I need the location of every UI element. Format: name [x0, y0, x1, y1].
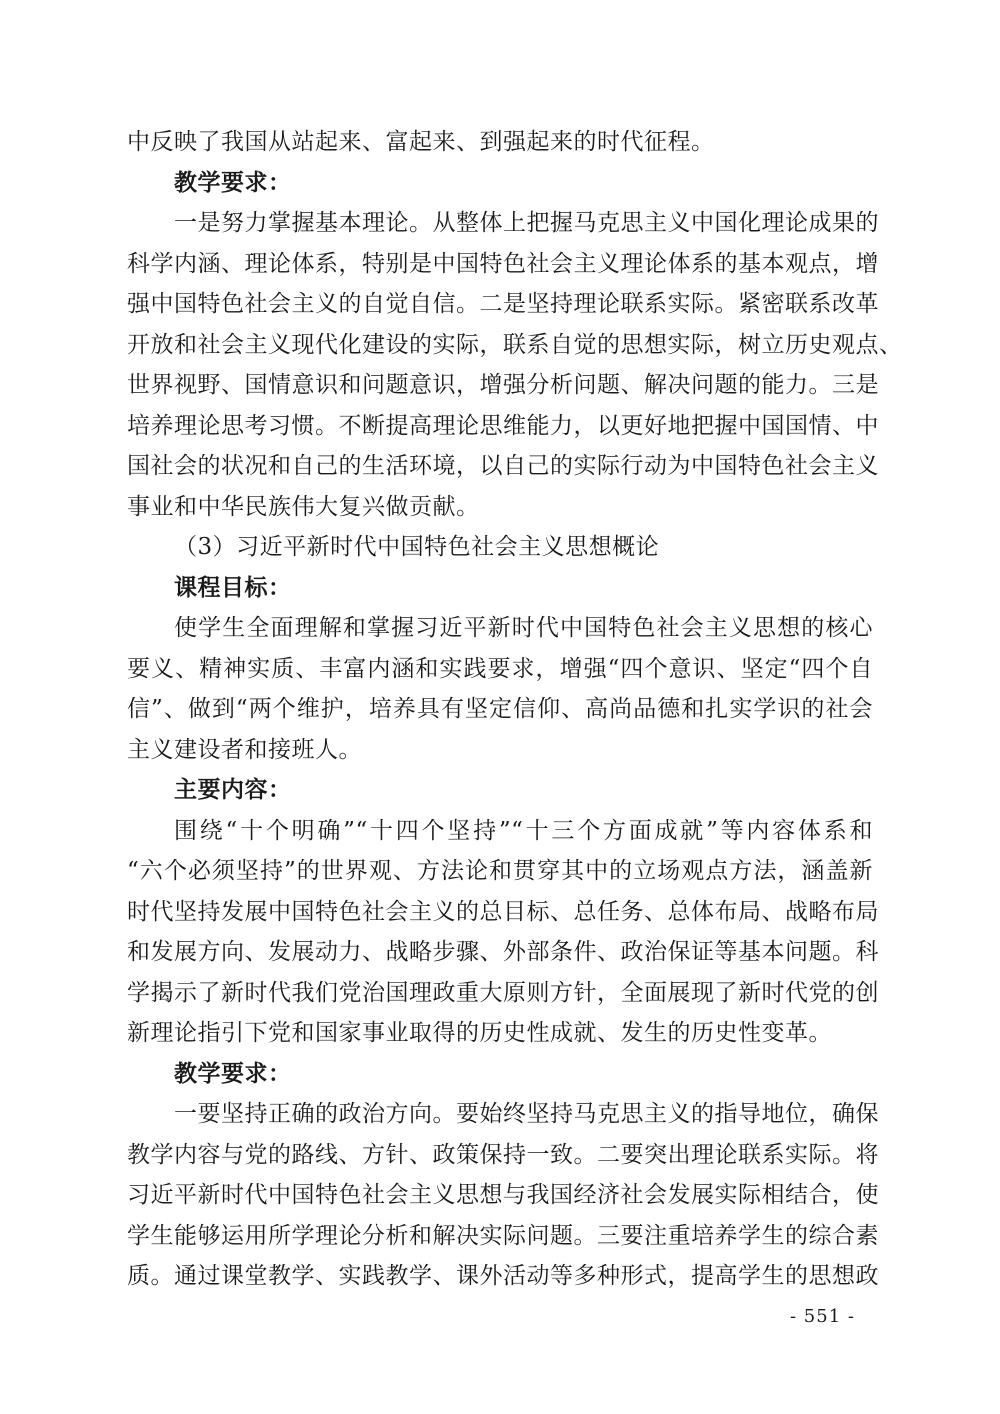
- paragraph-line: 时代坚持发展中国特色社会主义的总目标、总任务、总体布局、战略布局: [127, 898, 879, 925]
- paragraph-last-line: 事业和中华民族伟大复兴做贡献。: [127, 493, 480, 520]
- paragraph-line: 学揭示了新时代我们党治国理政重大原则方针，全面展现了新时代党的创: [127, 979, 879, 1006]
- paragraph-line: 开放和社会主义现代化建设的实际，联系自觉的思想实际，树立历史观点、: [127, 331, 903, 358]
- paragraph-line: 要义、精神实质、丰富内涵和实践要求，增强“四个意识、坚定“四个自: [127, 655, 873, 682]
- paragraph-first-line: 一是努力掌握基本理论。从整体上把握马克思主义中国化理论成果的: [174, 210, 879, 236]
- paragraph-first-line: 围绕“十个明确”“十四个坚持”“十三个方面成就”等内容体系和: [174, 817, 873, 844]
- paragraph-line: 习近平新时代中国特色社会主义思想与我国经济社会发展实际相结合，使: [127, 1182, 879, 1208]
- paragraph-last-line: 新理论指引下党和国家事业取得的历史性成就、发生的历史性变革。: [127, 1020, 832, 1046]
- page-number: - 551 -: [790, 1306, 855, 1327]
- paragraph-first-line: 一要坚持正确的政治方向。要始终坚持马克思主义的指导地位，确保: [174, 1101, 879, 1127]
- paragraph-line: 和发展方向、发展动力、战略步骤、外部条件、政治保证等基本问题。科: [127, 939, 879, 965]
- document-body: [127, 122, 903, 1297]
- paragraph-last-line: 中反映了我国从站起来、富起来、到强起来的时代征程。: [127, 129, 715, 155]
- paragraph-line: 教学内容与党的路线、方针、政策保持一致。二要突出理论联系实际。将: [127, 1141, 879, 1168]
- section-heading: 主要内容：: [174, 776, 292, 803]
- paragraph-line: 科学内涵、理论体系，特别是中国特色社会主义理论体系的基本观点，增: [127, 250, 879, 277]
- paragraph-line: 强中国特色社会主义的自觉自信。二是坚持理论联系实际。紧密联系改革: [127, 291, 879, 317]
- paragraph-line: 质。通过课堂教学、实践教学、课外活动等多种形式，提高学生的思想政: [127, 1263, 879, 1289]
- paragraph-line: 世界视野、国情意识和问题意识，增强分析问题、解决问题的能力。三是: [127, 372, 879, 398]
- paragraph-line: 学生能够运用所学理论分析和解决实际问题。三要注重培养学生的综合素: [127, 1222, 879, 1249]
- paragraph-last-line: 主义建设者和接班人。: [127, 736, 362, 763]
- paragraph-line: 培养理论思考习惯。不断提高理论思维能力，以更好地把握中国国情、中: [127, 412, 879, 439]
- section-heading: 课程目标：: [174, 573, 292, 601]
- section-heading: 教学要求：: [174, 168, 292, 196]
- paragraph-first-line: 使学生全面理解和掌握习近平新时代中国特色社会主义思想的核心: [174, 615, 873, 641]
- paragraph-line: 信”、做到“两个维护，培养具有坚定信仰、高尚品德和扎实学识的社会: [127, 696, 873, 722]
- course-title: （3）习近平新时代中国特色社会主义思想概论: [174, 534, 660, 560]
- section-heading: 教学要求：: [174, 1059, 292, 1087]
- paragraph-line: 国社会的状况和自己的生活环境，以自己的实际行动为中国特色社会主义: [127, 453, 879, 479]
- paragraph-line: “六个必须坚持”的世界观、方法论和贯穿其中的立场观点方法，涵盖新: [127, 858, 873, 884]
